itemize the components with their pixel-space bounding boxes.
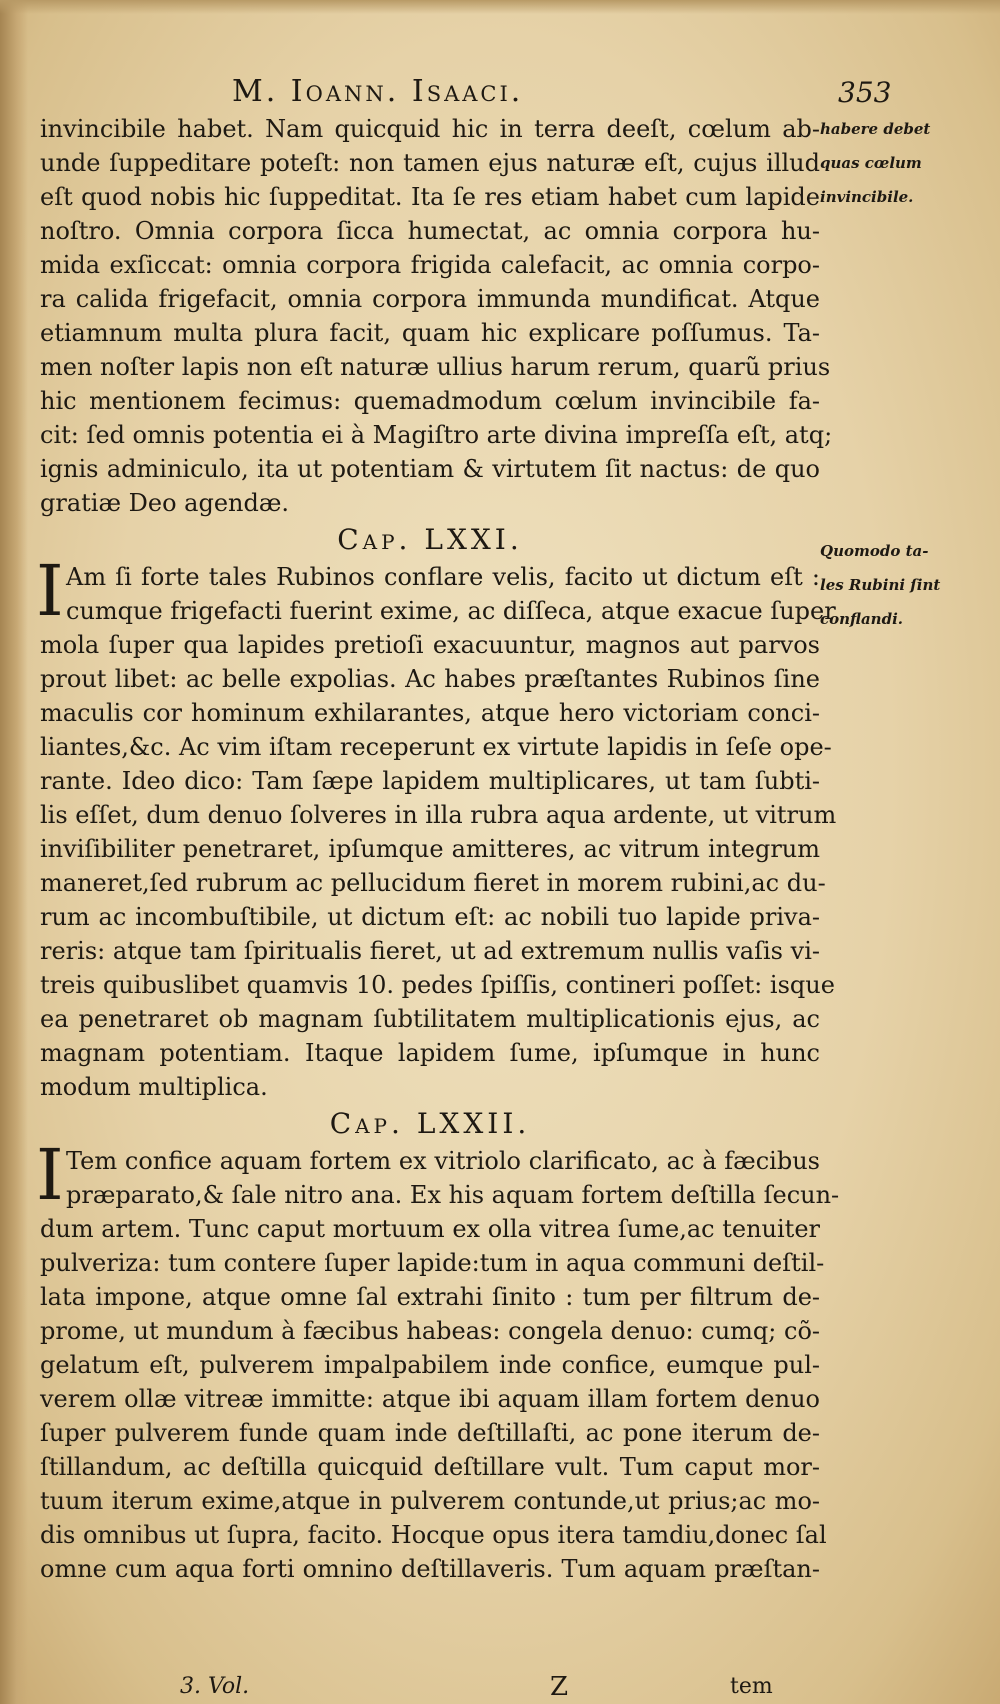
page-footer: [0, 1670, 1000, 1704]
text-line: mola ſuper qua lapides pretioſi exacuuntur, magnos aut parvos: [40, 631, 820, 659]
text-line: [40, 1144, 820, 1178]
margin-note-line: invincibile.: [820, 188, 914, 206]
text-line: noſtro. Omnia corpora ſicca humectat, ac omnia corpora hu-: [40, 217, 820, 245]
running-head: M. Ioann. Isaaci.: [232, 74, 524, 109]
text-line: prout libet: ac belle expolias. Ac habes præſtantes Rubinos ſine: [40, 665, 820, 693]
text-line-content: Am ſi forte tales Rubinos conflare velis, facito ut dictum eſt :: [66, 563, 820, 591]
page-top-shadow: [0, 0, 1000, 14]
text-line: rum ac incombuſtibile, ut dictum eſt: ac nobili tuo lapide priva-: [40, 903, 820, 931]
text-line-content: præparato,& ſale nitro ana. Ex his aquam fortem deſtilla ſecun-: [66, 1181, 840, 1209]
drop-cap: I: [36, 1134, 64, 1216]
text-line: men noſter lapis non eſt naturæ ullius harum rerum, quarũ prius: [40, 353, 831, 381]
text-line: cit: ſed omnis potentia ei à Magiſtro arte divina impreſſa eſt, atq;: [40, 421, 833, 449]
text-body: [36, 112, 940, 1586]
text-line: maculis cor hominum exhilarantes, atque hero victoriam conci-: [40, 699, 820, 727]
text-line: hic mentionem fecimus: quemadmodum cœlum invincibile fa-: [40, 387, 820, 415]
chapter-heading: Cap. LXXI.: [337, 523, 523, 556]
margin-note-line: les Rubini ſint: [820, 576, 941, 594]
text-line: verem ollæ vitreæ immitte: atque ibi aquam illam fortem denuo: [40, 1385, 820, 1413]
text-line: dis omnibus ut ſupra, facito. Hocque opus itera tamdiu,donec ſal: [40, 1521, 827, 1549]
text-line: mida exſiccat: omnia corpora frigida calefacit, ac omnia corpo-: [40, 251, 820, 279]
text-line: lis eſſet, dum denuo ſolveres in illa rubra aqua ardente, ut vitrum: [40, 801, 837, 829]
text-line: unde ſuppeditare poteſt: non tamen ejus naturæ eſt, cujus illud: [40, 149, 820, 177]
margin-note-line: quas cœlum: [820, 154, 922, 172]
text-line: liantes,&c. Ac vim iſtam receperunt ex virtute lapidis in ſeſe ope-: [40, 733, 832, 761]
chapter-heading: Cap. LXXII.: [329, 1107, 531, 1140]
text-line: prome, ut mundum à fæcibus habeas: congela denuo: cumq; cõ-: [40, 1317, 820, 1345]
text-line: etiamnum multa plura facit, quam hic explicare poſſumus. Ta-: [40, 319, 820, 347]
text-line: inviſibiliter penetraret, ipſumque amitteres, ac vitrum integrum: [40, 835, 820, 863]
signature-mark: 3. Vol.: [180, 1674, 250, 1699]
margin-note-line: Quomodo ta-: [820, 542, 929, 560]
text-line: modum multiplica.: [40, 1073, 268, 1101]
text-line: maneret,ſed rubrum ac pellucidum fieret in morem rubini,ac du-: [40, 869, 826, 897]
drop-cap: I: [36, 550, 64, 632]
chapter-72: [36, 1134, 940, 1586]
margin-note-line: habere debet: [820, 120, 931, 138]
text-line: [40, 594, 836, 628]
text-line: pulveriza: tum contere ſuper lapide:tum in aqua communi deſtil-: [40, 1249, 825, 1277]
text-line: ſuper pulverem funde quam inde deſtillaſti, ac pone iterum de-: [40, 1419, 820, 1447]
text-line: ra calida frigefacit, omnia corpora immunda mundificat. Atque: [40, 285, 820, 313]
text-line: dum artem. Tunc caput mortuum ex olla vitrea ſume,ac tenuiter: [40, 1215, 820, 1243]
text-line: magnam potentiam. Itaque lapidem ſume, ipſumque in hunc: [40, 1039, 820, 1067]
text-line-content: cumque frigefacti fuerint exime, ac diſſeca, atque exacue ſuper: [66, 597, 836, 625]
text-line: reris: atque tam ſpiritualis fieret, ut ad extremum nullis vaſis vi-: [40, 937, 820, 965]
text-line: tuum iterum exime,atque in pulverem contunde,ut prius;ac mo-: [40, 1487, 820, 1515]
text-line: rante. Ideo dico: Tam ſæpe lapidem multiplicares, ut tam ſubti-: [40, 767, 820, 795]
signature-letter: Z: [550, 1672, 569, 1702]
text-line-content: Tem confice aquam fortem ex vitriolo clarificato, ac à fæcibus: [66, 1147, 820, 1175]
page-edge-shadow: [0, 0, 28, 1704]
page-number: 353: [838, 76, 892, 109]
text-line: ea penetraret ob magnam ſubtilitatem multiplicationis ejus, ac: [40, 1005, 820, 1033]
catchword: tem: [730, 1674, 773, 1699]
text-line: gratiæ Deo agendæ.: [40, 489, 290, 517]
text-line: invincibile habet. Nam quicquid hic in terra deeſt, cœlum ab-: [40, 115, 820, 143]
text-line: ſtillandum, ac deſtilla quicquid deſtillare vult. Tum caput mor-: [40, 1453, 820, 1481]
text-line: [40, 560, 820, 594]
page-header: [0, 74, 1000, 114]
text-line: eſt quod nobis hic ſuppeditat. Ita ſe res etiam habet cum lapide: [40, 183, 820, 211]
margin-note-line: conflandi.: [820, 610, 903, 628]
text-line: omne cum aqua forti omnino deſtillaveris. Tum aquam præſtan-: [40, 1555, 820, 1583]
text-line: ignis adminiculo, ita ut potentiam & virtutem ſit nactus: de quo: [40, 455, 820, 483]
text-line: [40, 1178, 840, 1212]
text-line: treis quibuslibet quamvis 10. pedes ſpiſſis, contineri poſſet: isque: [40, 971, 835, 999]
text-line: gelatum eſt, pulverem impalpabilem inde confice, eumque pul-: [40, 1351, 820, 1379]
text-line: lata impone, atque omne ſal extrahi ſinito : tum per filtrum de-: [40, 1283, 820, 1311]
